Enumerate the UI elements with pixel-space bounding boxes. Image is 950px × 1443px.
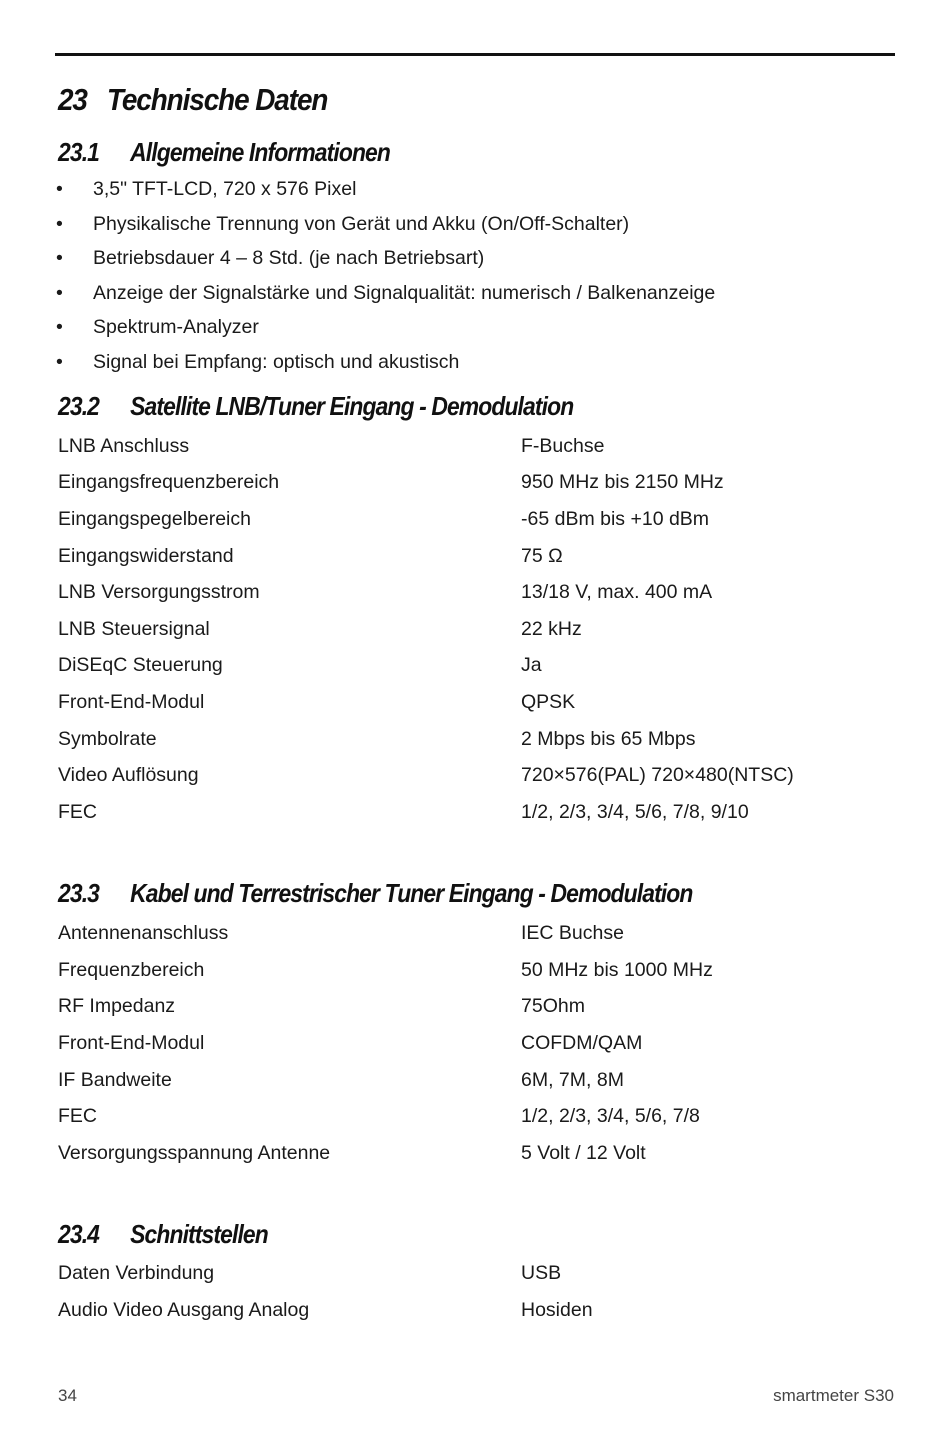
table-row: Eingangspegelbereich -65 dBm bis +10 dBm [58,508,710,530]
section-title: Kabel und Terrestrischer Tuner Eingang - Demodulation [130,878,693,908]
table-row: LNB Anschluss F-Buchse [58,435,605,457]
table-row: LNB Steuersignal 22 kHz [58,618,582,640]
section-heading-general [58,136,390,168]
page-number: 34 [58,1386,77,1405]
table-row: FEC 1/2, 2/3, 3/4, 5/6, 7/8, 9/10 [58,801,749,823]
section-title: Allgemeine Informationen [130,137,390,167]
product-name: smartmeter S30 [773,1386,894,1405]
table-row: Front-End-Modul QPSK [58,691,576,713]
table-row: Antennenanschluss IEC Buchse [58,922,624,944]
section-title: Satellite LNB/Tuner Eingang - Demodulation [130,391,574,421]
section-heading-satellite [58,390,573,422]
table-row: Frequenzbereich 50 MHz bis 1000 MHz [58,959,713,981]
table-row: FEC 1/2, 2/3, 3/4, 5/6, 7/8 [58,1105,700,1127]
table-row: DiSEqC Steuerung Ja [58,654,542,676]
table-row: Symbolrate 2 Mbps bis 65 Mbps [58,728,696,750]
table-row: Front-End-Modul COFDM/QAM [58,1032,643,1054]
table-row: Video Auflösung 720×576(PAL) 720×480(NTSC) [58,764,794,786]
bullet-icon: • [56,351,63,373]
bullet-icon: • [56,247,63,269]
bullet-icon: • [56,282,63,304]
table-row: Daten Verbindung USB [58,1262,562,1284]
table-row: IF Bandweite 6M, 7M, 8M [58,1069,624,1091]
table-row: Eingangsfrequenzbereich 950 MHz bis 2150 MHz [58,471,724,493]
header-rule [55,53,895,56]
table-row: LNB Versorgungsstrom 13/18 V, max. 400 mA [58,581,713,603]
table-row: Eingangswiderstand 75 Ω [58,545,563,567]
section-heading-interfaces [58,1218,268,1250]
section-heading-cable-terrestrial [58,877,692,909]
section-number: 23.3 [58,878,100,908]
table-row: Versorgungsspannung Antenne 5 Volt / 12 Volt [58,1142,646,1164]
bullet-icon: • [56,316,63,338]
section-number: 23.2 [58,391,100,421]
table-row: RF Impedanz 75Ohm [58,995,585,1017]
section-title: Schnittstellen [130,1219,268,1249]
chapter-title: 23 Technische Daten [58,82,328,117]
bullet-icon: • [56,178,63,200]
bullet-icon: • [56,213,63,235]
table-row: Audio Video Ausgang Analog Hosiden [58,1299,593,1321]
section-number: 23.4 [58,1219,100,1249]
section-number: 23.1 [58,137,100,167]
